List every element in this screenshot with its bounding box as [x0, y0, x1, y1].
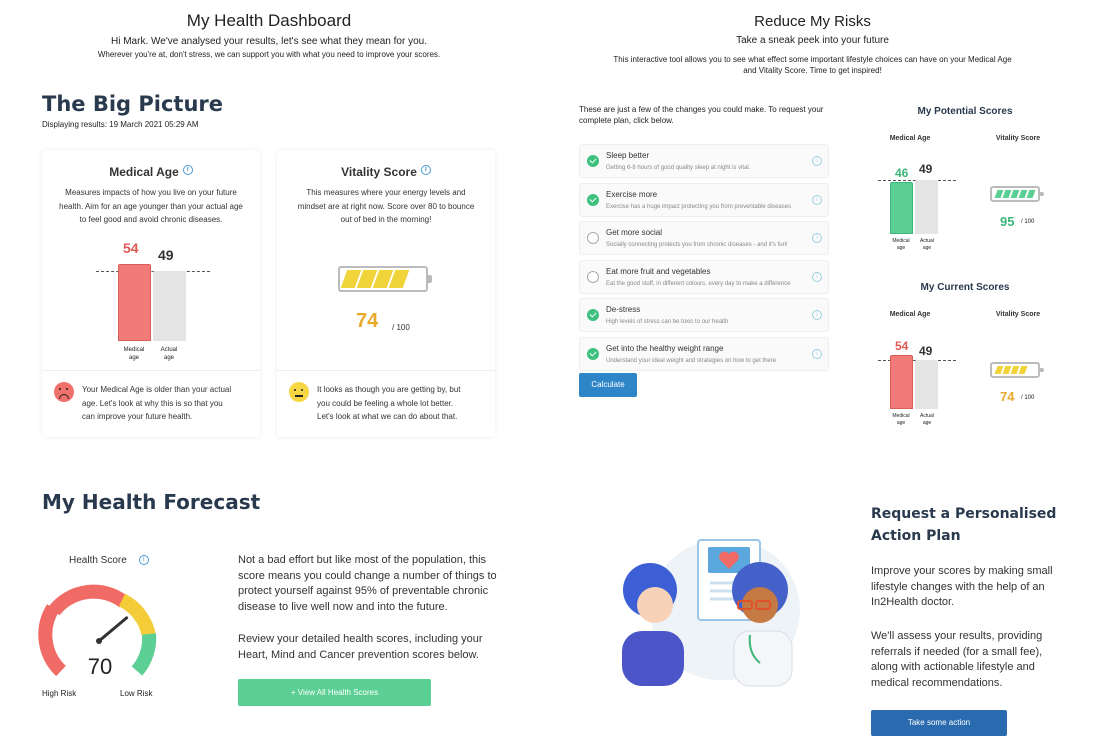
check-icon[interactable]: [587, 271, 599, 283]
low-risk-label: Low Risk: [120, 689, 153, 698]
risk-item-subtitle: Understand your ideal weight and strategies on how to get there: [606, 357, 777, 364]
info-icon[interactable]: i: [812, 195, 822, 205]
action-plan-paragraph-2: We'll assess your results, providing referrals if needed (for a small fee), along with actionable lifestyle and medical recommendations.: [871, 630, 1043, 689]
current-vitality-score: 74: [1000, 389, 1015, 404]
risk-item-title: Get more social: [606, 228, 663, 237]
risk-item-title: Exercise more: [606, 189, 658, 199]
actual-age-bar: [153, 271, 186, 341]
risk-item[interactable]: [579, 221, 829, 255]
vitality-card: [277, 150, 495, 437]
info-icon[interactable]: i: [812, 310, 822, 320]
reduce-risks-description: This interactive tool allows you to see what effect some important lifestyle choices can have on your Medical Age and Vitality Score. Time to get inspired!: [613, 55, 1012, 75]
info-icon[interactable]: i: [812, 349, 822, 359]
doctor-patient-illustration: [610, 535, 820, 690]
potential-actual-bar-label: Actual age: [920, 238, 934, 251]
medical-age-bar-label: Medical age: [123, 347, 145, 361]
current-medical-bar: [890, 355, 913, 409]
info-icon[interactable]: i: [421, 165, 431, 175]
medical-age-bar: [118, 264, 151, 341]
risk-item[interactable]: [579, 260, 829, 294]
battery-icon: [338, 266, 428, 292]
current-vitality-max: / 100: [1021, 395, 1035, 401]
risk-item[interactable]: [579, 337, 829, 371]
check-icon[interactable]: [587, 194, 599, 206]
check-icon[interactable]: [587, 309, 599, 321]
take-some-action-button[interactable]: Take some action: [871, 710, 1007, 736]
risk-item-subtitle: Getting 6-8 hours of good quality sleep at night is vital.: [606, 165, 751, 171]
current-medical-bar-label: Medical age: [892, 413, 910, 426]
forecast-paragraph-2: Review your detailed health scores, including your Heart, Mind and Cancer prevention scores below.: [238, 633, 483, 661]
check-icon[interactable]: [587, 155, 599, 167]
current-medical-value: 54: [895, 339, 909, 353]
dashboard-title: My Health Dashboard: [186, 11, 352, 30]
check-icon[interactable]: [587, 232, 599, 244]
battery-icon: [990, 186, 1040, 202]
risk-item-title: Eat more fruit and vegetables: [606, 266, 711, 276]
potential-medical-bar: [890, 182, 913, 234]
medical-age-message: Your Medical Age is older than your actual age. Let's look at why this is so that you can improve your future health.: [82, 385, 232, 421]
reduce-risks-intro: These are just a few of the changes you could make. To request your complete plan, click below.: [579, 105, 824, 125]
info-icon[interactable]: i: [812, 272, 822, 282]
current-actual-value: 49: [919, 344, 933, 358]
dashboard-greeting: Hi Mark. We've analysed your results, let's see what they mean for you.: [111, 36, 427, 47]
potential-vitality-score: 95: [1000, 214, 1015, 229]
current-vitality-label: Vitality Score: [995, 311, 1041, 318]
potential-actual-bar: [915, 180, 938, 234]
info-icon[interactable]: i: [183, 165, 193, 175]
vitality-description: This measures where your energy levels and mindset are at right now. Score over 80 to bounce out of bed in the morning!: [297, 188, 475, 224]
medical-age-description: Measures impacts of how you live on your future health. Aim for an age younger than your actual age to feel good and avoid chronic diseases.: [59, 188, 243, 224]
action-plan-paragraph-1: Improve your scores by making small lifestyle changes with the help of an In2Health doctor.: [871, 565, 1053, 608]
medical-age-value: 54: [123, 240, 139, 256]
info-icon[interactable]: i: [812, 156, 822, 166]
risk-item[interactable]: [579, 144, 829, 178]
vitality-message: It looks as though you are getting by, but you could be feeling a whole lot better. Let's look at what we can do about that.: [317, 385, 461, 421]
actual-age-bar-label: Actual age: [160, 347, 178, 361]
actual-age-value: 49: [158, 247, 174, 263]
current-medical-age-label: Medical Age: [889, 311, 931, 318]
health-score-value: 70: [87, 654, 113, 679]
big-picture-title: The Big Picture: [42, 92, 224, 116]
potential-medical-age-label: Medical Age: [889, 135, 931, 142]
info-icon[interactable]: i: [812, 233, 822, 243]
risk-item-subtitle: Socially connecting protects you from chronic diseases - and it's fun!: [606, 242, 788, 248]
current-scores-title: My Current Scores: [920, 282, 1010, 293]
neutral-face-icon: [289, 382, 309, 402]
potential-scores-title: My Potential Scores: [917, 106, 1013, 117]
battery-icon: [990, 362, 1040, 378]
vitality-max: / 100: [392, 323, 410, 332]
potential-actual-value: 49: [919, 162, 933, 176]
battery-cell: [1027, 190, 1036, 198]
high-risk-label: High Risk: [42, 689, 77, 698]
current-actual-bar: [915, 360, 938, 409]
vitality-score: 74: [356, 310, 379, 332]
risk-item[interactable]: [579, 298, 829, 332]
reduce-risks-subtitle: Take a sneak peek into your future: [736, 35, 889, 46]
view-all-health-scores-button[interactable]: + View All Health Scores: [238, 679, 431, 706]
dashboard-subtext: Wherever you're at, don't stress, we can support you with what you need to improve your scores.: [97, 50, 441, 59]
potential-medical-value: 46: [895, 166, 909, 180]
big-picture-date: Displaying results: 19 March 2021 05:29 AM: [42, 120, 199, 129]
forecast-paragraph-1: Not a bad effort but like most of the population, this score means you could change a number of things to protect yourself against 95% of preventable chronic disease to live well now and into the future.: [238, 554, 497, 613]
risk-item-title: De-stress: [606, 305, 641, 314]
risk-item-title: Get into the healthy weight range: [606, 343, 724, 353]
gauge-needle: [99, 618, 127, 641]
potential-vitality-max: / 100: [1021, 219, 1035, 225]
potential-medical-bar-label: Medical age: [892, 238, 910, 251]
risk-item-subtitle: High levels of stress can be toxic to our health: [606, 319, 729, 325]
battery-cell: [1019, 366, 1028, 374]
forecast-title: My Health Forecast: [42, 490, 261, 514]
reduce-risks-title: Reduce My Risks: [754, 13, 871, 30]
potential-vitality-label: Vitality Score: [995, 135, 1041, 142]
current-actual-bar-label: Actual age: [920, 413, 934, 426]
check-icon[interactable]: [587, 348, 599, 360]
risk-item-title: Sleep better: [606, 151, 650, 160]
vitality-title: Vitality Score: [341, 165, 417, 179]
risk-item-subtitle: Eat the good stuff, in different colours, every day to make a difference: [606, 280, 791, 287]
calculate-button[interactable]: Calculate: [579, 373, 637, 397]
sad-face-icon: [54, 382, 74, 402]
risk-item-subtitle: Exercise has a huge impact protecting you from preventable diseases: [606, 203, 792, 210]
risk-item[interactable]: [579, 183, 829, 217]
health-score-label: Health Score: [69, 555, 127, 566]
action-plan-title: Request a Personalised Action Plan: [871, 506, 1057, 544]
info-icon[interactable]: i: [139, 555, 149, 565]
medical-age-title: Medical Age: [109, 165, 179, 179]
medical-age-card: [42, 150, 260, 437]
